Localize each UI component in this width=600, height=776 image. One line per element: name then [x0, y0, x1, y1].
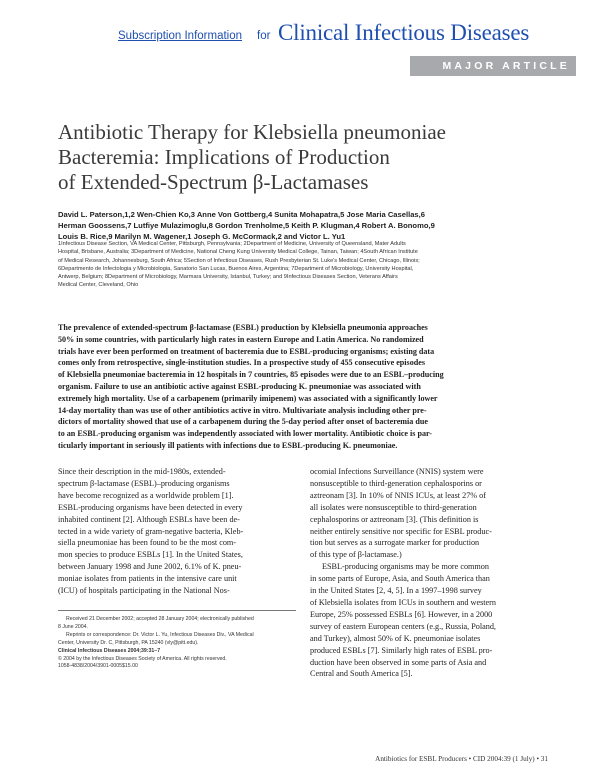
body-line: aztreonam [3]. In 10% of NNIS ICUs, at least 27% of [310, 490, 486, 500]
footnote-divider [58, 610, 296, 611]
footnote-line: Received 21 December 2002; accepted 28 January 2004; electronically published [66, 616, 254, 622]
affiliation-line: of Medical Research, Johannesburg, South Africa; 5Section of Infectious Diseases, Rush Presbyterian St. Luke's Medical Center, Chicago, Illinois; [58, 257, 420, 264]
abstract-line: 14-day mortality than was use of other antibiotics active in vitro. Multivariate analysis including other pre- [58, 405, 427, 415]
body-line: have become recognized as a worldwide problem [1]. [58, 490, 234, 500]
abstract [58, 322, 548, 452]
body-line: tected in a wide variety of gram-negative bacteria, Kleb- [58, 526, 244, 536]
abstract-line: 50% in some countries, with particularly high rates in eastern Europe and Latin America. No randomized [58, 334, 424, 344]
body-line: Since their description in the mid-1980s, extended- [58, 467, 226, 476]
body-line: ESBL-producing organisms may be more common [322, 562, 489, 572]
body-line: survey of eastern European centers (e.g., Russia, Poland, [310, 621, 496, 631]
author-list [58, 209, 548, 242]
title-line: of Extended-Spectrum β-Lactamases [58, 170, 369, 194]
body-line: nonsusceptible to third-generation cephalosporins or [310, 478, 482, 488]
body-line: inhabited continent [2]. Although ESBLs have been de- [58, 514, 240, 524]
body-line: produced ESBLs [7]. Similarly high rates of ESBL pro- [310, 645, 493, 655]
footnote-line: 1058-4838/2004/3901-0005$15.00 [58, 663, 138, 670]
abstract-line: dictors of mortality showed that use of a carbapenem during the 5-day period after onset of bacteremia due [58, 417, 428, 427]
body-line: mon species to produce ESBLs [1]. In the United States, [58, 550, 243, 560]
article-title [58, 120, 538, 195]
body-line: ocomial Infections Surveillance (NNIS) system were [310, 467, 484, 476]
abstract-line: of Klebsiella pneumoniae bacteremia in 12 hospitals in 7 countries, 85 episodes were due to an ESBL–producing [58, 370, 444, 380]
body-line: cephalosporins or aztreonam [3]. (This definition is [310, 514, 479, 524]
abstract-line: trials have ever been performed on treatment of bacteremia due to ESBL-producing organisms; existing data [58, 346, 435, 356]
footnote-line: © 2004 by the Infectious Diseases Society of America. All rights reserved. [58, 655, 227, 662]
footnotes [58, 616, 296, 671]
abstract-line: The prevalence of extended-spectrum β-lactamase (ESBL) production by Klebsiella pneumonia approaches [58, 323, 428, 332]
affiliation-line: Antwerp, Belgium; 8Department of Microbiology, Marmara University, Istanbul, Turkey; and 9Infectious Diseases Section, Veterans Affairs [58, 274, 398, 281]
title-line: Bacteremia: Implications of Production [58, 145, 390, 169]
title-line: Antibiotic Therapy for Klebsiella pneumoniae [58, 120, 446, 144]
body-column-left [58, 466, 296, 597]
journal-name: Clinical Infectious Diseases [278, 20, 530, 45]
body-line: (ICU) of hospitals participating in the National Nos- [58, 586, 230, 596]
footnote-line: Reprints or correspondence: Dr. Victor L. Yu, Infectious Diseases Div., VA Medical [66, 631, 254, 638]
body-line: tion but serves as a surrogate marker for production [310, 538, 480, 548]
body-line: of Klebsiella isolates from ICUs in southern and western [310, 597, 496, 607]
abstract-line: organism. Failure to use an antibiotic active against ESBL-producing K. pneumoniae was associated with [58, 381, 421, 391]
affiliations [58, 240, 548, 290]
body-column-right [310, 466, 548, 680]
body-line: Europe, 25% possessed ESBLs [6]. However, in a 2000 [310, 609, 493, 619]
body-line: in some parts of Europe, Asia, and South America than [310, 574, 490, 584]
footnote-line: 8 June 2004. [58, 623, 88, 630]
body-line: neither entirely sensitive nor specific for ESBL produc- [310, 526, 492, 536]
footnote-line: Center, University Dr. C, Pittsburgh, PA 15240 (vly@pitt.edu). [58, 639, 199, 646]
body-line: between January 1998 and June 2002, 6.1% of K. pneu- [58, 562, 242, 572]
running-footer: Antibiotics for ESBL Producers • CID 2004:39 (1 July) • 31 [375, 755, 548, 763]
body-line: siella pneumoniae has been found to be the most com- [58, 538, 237, 548]
affiliation-line: 1Infectious Disease Section, VA Medical Center, Pittsburgh, Pennsylvania; 2Department of Medicine, University of Queensland, Mater Adults [58, 241, 406, 247]
author-line: Herman Goossens,7 Lutfiye Mulazimoglu,8 Gordon Trenholme,5 Keith P. Klugman,4 Robert A. Bonomo,9 [58, 221, 435, 230]
body-line: spectrum β-lactamase (ESBL)–producing organisms [58, 478, 230, 488]
body-line: duction have been observed in some parts of Asia and [310, 657, 487, 667]
article-type-banner: MAJOR ARTICLE [410, 56, 576, 76]
author-line: Louis B. Rice,9 Marilyn M. Wagener,1 Joseph G. McCormack,2 and Victor L. Yu1 [58, 232, 346, 241]
subscription-info-link[interactable]: Subscription Information [118, 30, 243, 42]
abstract-line: extremely high mortality. Use of a carbapenem (primarily imipenem) was associated with a significantly lower [58, 393, 438, 403]
author-line: David L. Paterson,1,2 Wen-Chien Ko,3 Anne Von Gottberg,4 Sunita Mohapatra,5 Jose Maria Casellas,6 [58, 210, 425, 219]
affiliation-line: Medical Center, Cleveland, Ohio [58, 282, 139, 289]
body-line: of this type of β-lactamase.) [310, 550, 402, 560]
body-line: moniae isolates from patients in the intensive care unit [58, 574, 237, 584]
masthead-for-word: for [257, 30, 271, 42]
affiliation-line: 6Departmento de Infectologia y Microbiologia, Sanatorio San Lucas, Buenos Aires, Argentina; 7Department of Microbiology, University Hospital, [58, 265, 414, 272]
body-line: in the United States [2, 4, 5]. In a 1997–1998 survey [310, 586, 482, 596]
body-line: Central and South America [5]. [310, 669, 413, 679]
abstract-line: ticularly important in seriously ill patients with infections due to ESBL-producing K. pneumoniae. [58, 440, 398, 450]
body-line: ESBL-producing organisms have been detected in every [58, 502, 243, 512]
body-line: all isolates were nonsusceptible to third-generation [310, 502, 477, 512]
masthead [118, 18, 578, 50]
body-line: and Turkey), almost 50% of K. pneumoniae isolates [310, 633, 481, 643]
abstract-line: comes only from retrospective, single-institution studies. In a prospective study of 455 consecutive episodes [58, 358, 425, 368]
affiliation-line: Hospital, Brisbane, Australia; 3Department of Medicine, National Cheng Kung University Medical College, Tainan, Taiwan; 4South African Institute [58, 249, 418, 256]
footnote-citation: Clinical Infectious Diseases 2004;39:31–7 [58, 647, 161, 654]
abstract-line: to an ESBL-producing organism was independently associated with lower mortality. Antibiotic choice is par- [58, 429, 432, 439]
